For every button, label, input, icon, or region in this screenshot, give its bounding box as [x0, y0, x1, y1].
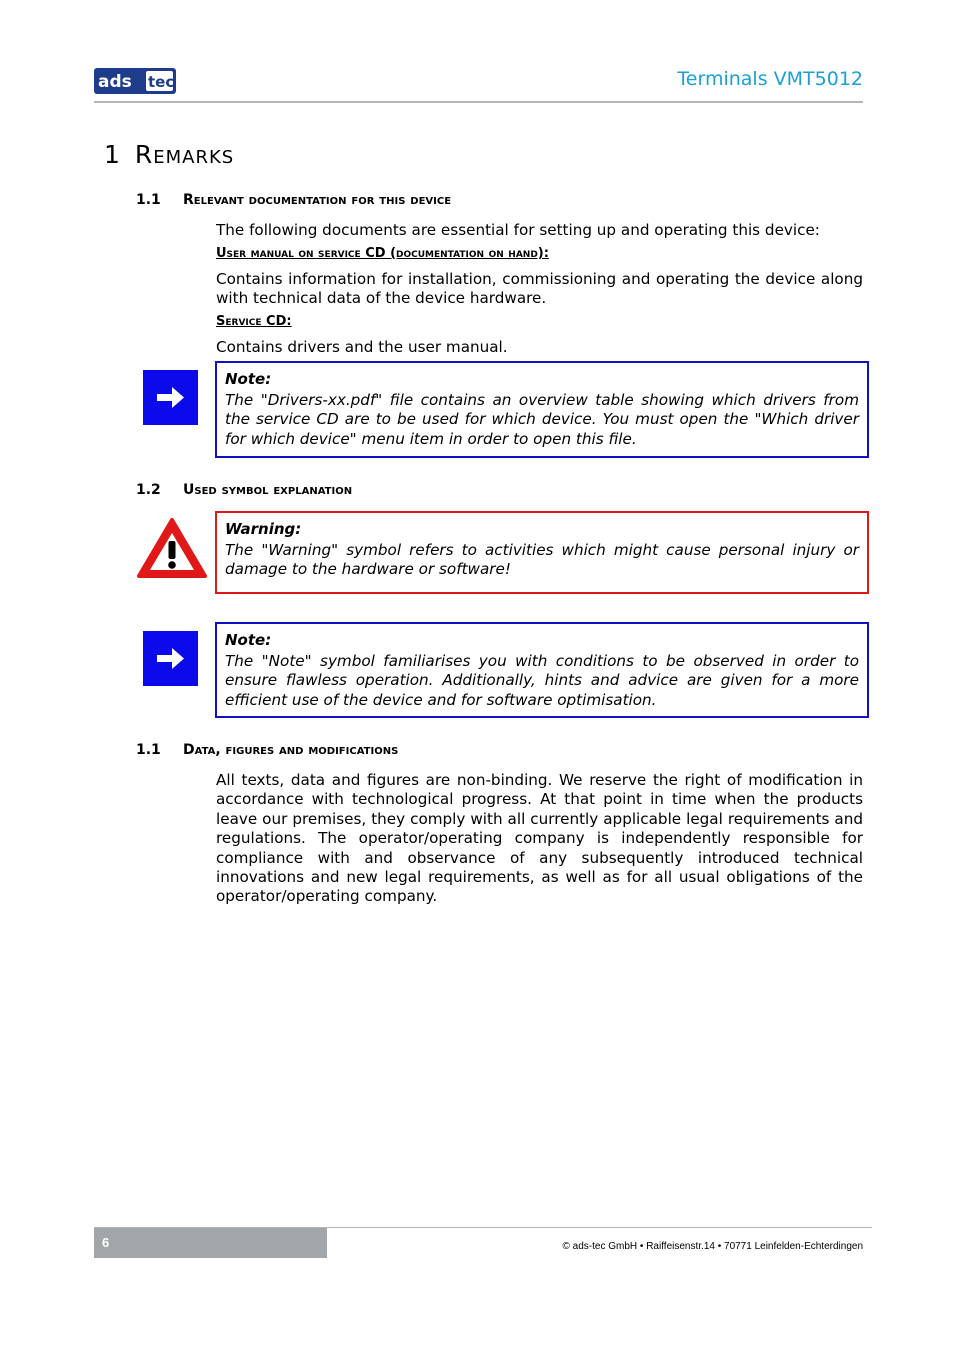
warning-text: The "Warning" symbol refers to activities which might cause personal injury or damage to the hardware or software! — [225, 541, 859, 579]
section-intro: The following documents are essential for setting up and operating this device: — [216, 221, 820, 239]
arrow-right-icon — [143, 631, 198, 686]
section-heading-relevant-docs — [136, 192, 451, 208]
ads-tec-logo — [94, 68, 176, 94]
section-title: Relevant documentation for this device — [183, 192, 452, 208]
document-title: Terminals VMT5012 — [677, 68, 863, 90]
note-box-symbol — [215, 622, 869, 718]
section-number: 1.1 — [136, 742, 161, 758]
note-box-drivers — [215, 361, 869, 458]
page-number: 6 — [102, 1235, 110, 1250]
data-figures-paragraph: All texts, data and figures are non-binding. We reserve the right of modification in accordance with technological progress. At that point in time when the products leave our premises, they comply with all currently applicable legal requirements and regulations. The operator/operating company is independently responsible for compliance with and observance of any subsequently introduced technical innovations and new legal requirements, as well as for all usual obligations of the operator/operating company. — [216, 771, 863, 906]
chapter-heading — [104, 140, 234, 169]
subheading-user-manual: User manual on service CD (documentation on hand): — [216, 246, 549, 261]
warning-triangle-icon — [136, 517, 208, 579]
note-text: The "Drivers-xx.pdf" file contains an overview table showing which drivers from the service CD are to be used for which device. You must open the "Which driver for which device" menu item in order to open this file. — [225, 391, 859, 448]
note-text: The "Note" symbol familiarises you with conditions to be observed in order to ensure flawless operation. Additionally, hints and advice are given for a more efficient use of the device and for software optimisation. — [225, 652, 859, 709]
note-title: Note: — [225, 370, 272, 388]
warning-title: Warning: — [225, 520, 302, 538]
footer-address: © ads-tec GmbH • Raiffeisenstr.14 • 70771 Leinfelden-Echterdingen — [562, 1241, 863, 1252]
section-title: Used symbol explanation — [183, 482, 353, 498]
warning-box — [215, 511, 869, 594]
service-cd-description: Contains drivers and the user manual. — [216, 338, 508, 356]
arrow-right-icon — [143, 370, 198, 425]
logo-text-right: tec — [148, 73, 175, 91]
section-title: Data, figures and modifications — [183, 742, 399, 758]
header-divider — [94, 101, 863, 103]
section-heading-data-figures — [136, 742, 398, 758]
logo-text-left: ads — [98, 72, 132, 92]
note-title: Note: — [225, 631, 272, 649]
chapter-title: Remarks — [134, 140, 235, 169]
subheading-service-cd: Service CD: — [216, 314, 292, 329]
section-number: 1.2 — [136, 482, 161, 498]
section-heading-symbols — [136, 482, 352, 498]
chapter-number: 1 — [104, 140, 121, 169]
user-manual-description: Contains information for installation, commissioning and operating the device along with technical data of the device hardware. — [216, 270, 863, 308]
footer-page-bar — [94, 1228, 327, 1258]
section-number: 1.1 — [136, 192, 161, 208]
